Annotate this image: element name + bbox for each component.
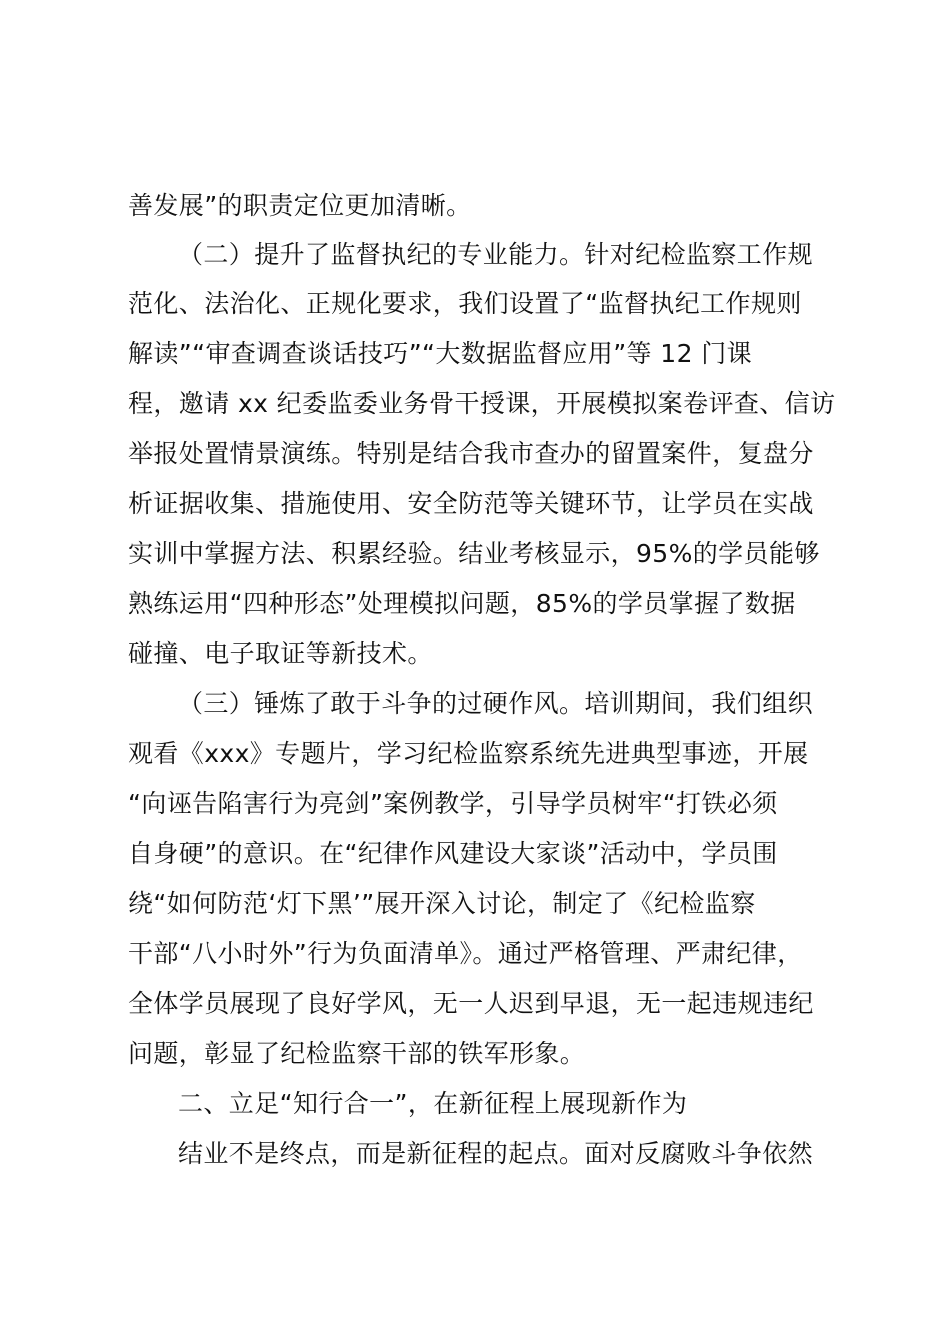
text-line-14: 自身硬”的意识。在“纪律作风建设大家谈”活动中，学员围 — [128, 839, 778, 868]
text-line-3: 范化、法治化、正规化要求，我们设置了“监督执纪工作规则 — [128, 289, 802, 318]
text-line-6: 举报处置情景演练。特别是结合我市查办的留置案件，复盘分 — [128, 439, 814, 468]
text-line-7: 析证据收集、措施使用、安全防范等关键环节，让学员在实战 — [128, 489, 814, 518]
text-line-20: 结业不是终点，而是新征程的起点。面对反腐败斗争依然 — [178, 1139, 814, 1168]
text-line-12: 观看《xxx》专题片，学习纪检监察系统先进典型事迹，开展 — [128, 739, 809, 768]
text-line-2: （二）提升了监督执纪的专业能力。针对纪检监察工作规 — [178, 240, 814, 269]
text-line-8: 实训中掌握方法、积累经验。结业考核显示，95%的学员能够 — [128, 539, 820, 568]
text-line-15: 绕“如何防范‘灯下黑’”展开深入讨论，制定了《纪检监察 — [128, 889, 756, 918]
text-line-16: 干部“八小时外”行为负面清单》。通过严格管理、严肃纪律， — [128, 939, 803, 968]
text-line-11: （三）锤炼了敢于斗争的过硬作风。培训期间，我们组织 — [178, 689, 814, 718]
text-line-9: 熟练运用“四种形态”处理模拟问题，85%的学员掌握了数据 — [128, 589, 796, 618]
text-line-13: “向诬告陷害行为亮剑”案例教学，引导学员树牢“打铁必须 — [128, 789, 778, 818]
text-line-18: 问题，彰显了纪检监察干部的铁军形象。 — [128, 1039, 586, 1068]
text-line-17: 全体学员展现了良好学风，无一人迟到早退，无一起违规违纪 — [128, 989, 814, 1018]
text-line-5: 程，邀请 xx 纪委监委业务骨干授课，开展模拟案卷评查、信访 — [128, 389, 836, 418]
text-line-10: 碰撞、电子取证等新技术。 — [128, 639, 433, 668]
section-heading: 二、立足“知行合一”，在新征程上展现新作为 — [178, 1089, 688, 1118]
text-line-1: 善发展”的职责定位更加清晰。 — [128, 191, 472, 220]
text-line-4: 解读”“审查调查谈话技巧”“大数据监督应用”等 12 门课 — [128, 339, 753, 368]
